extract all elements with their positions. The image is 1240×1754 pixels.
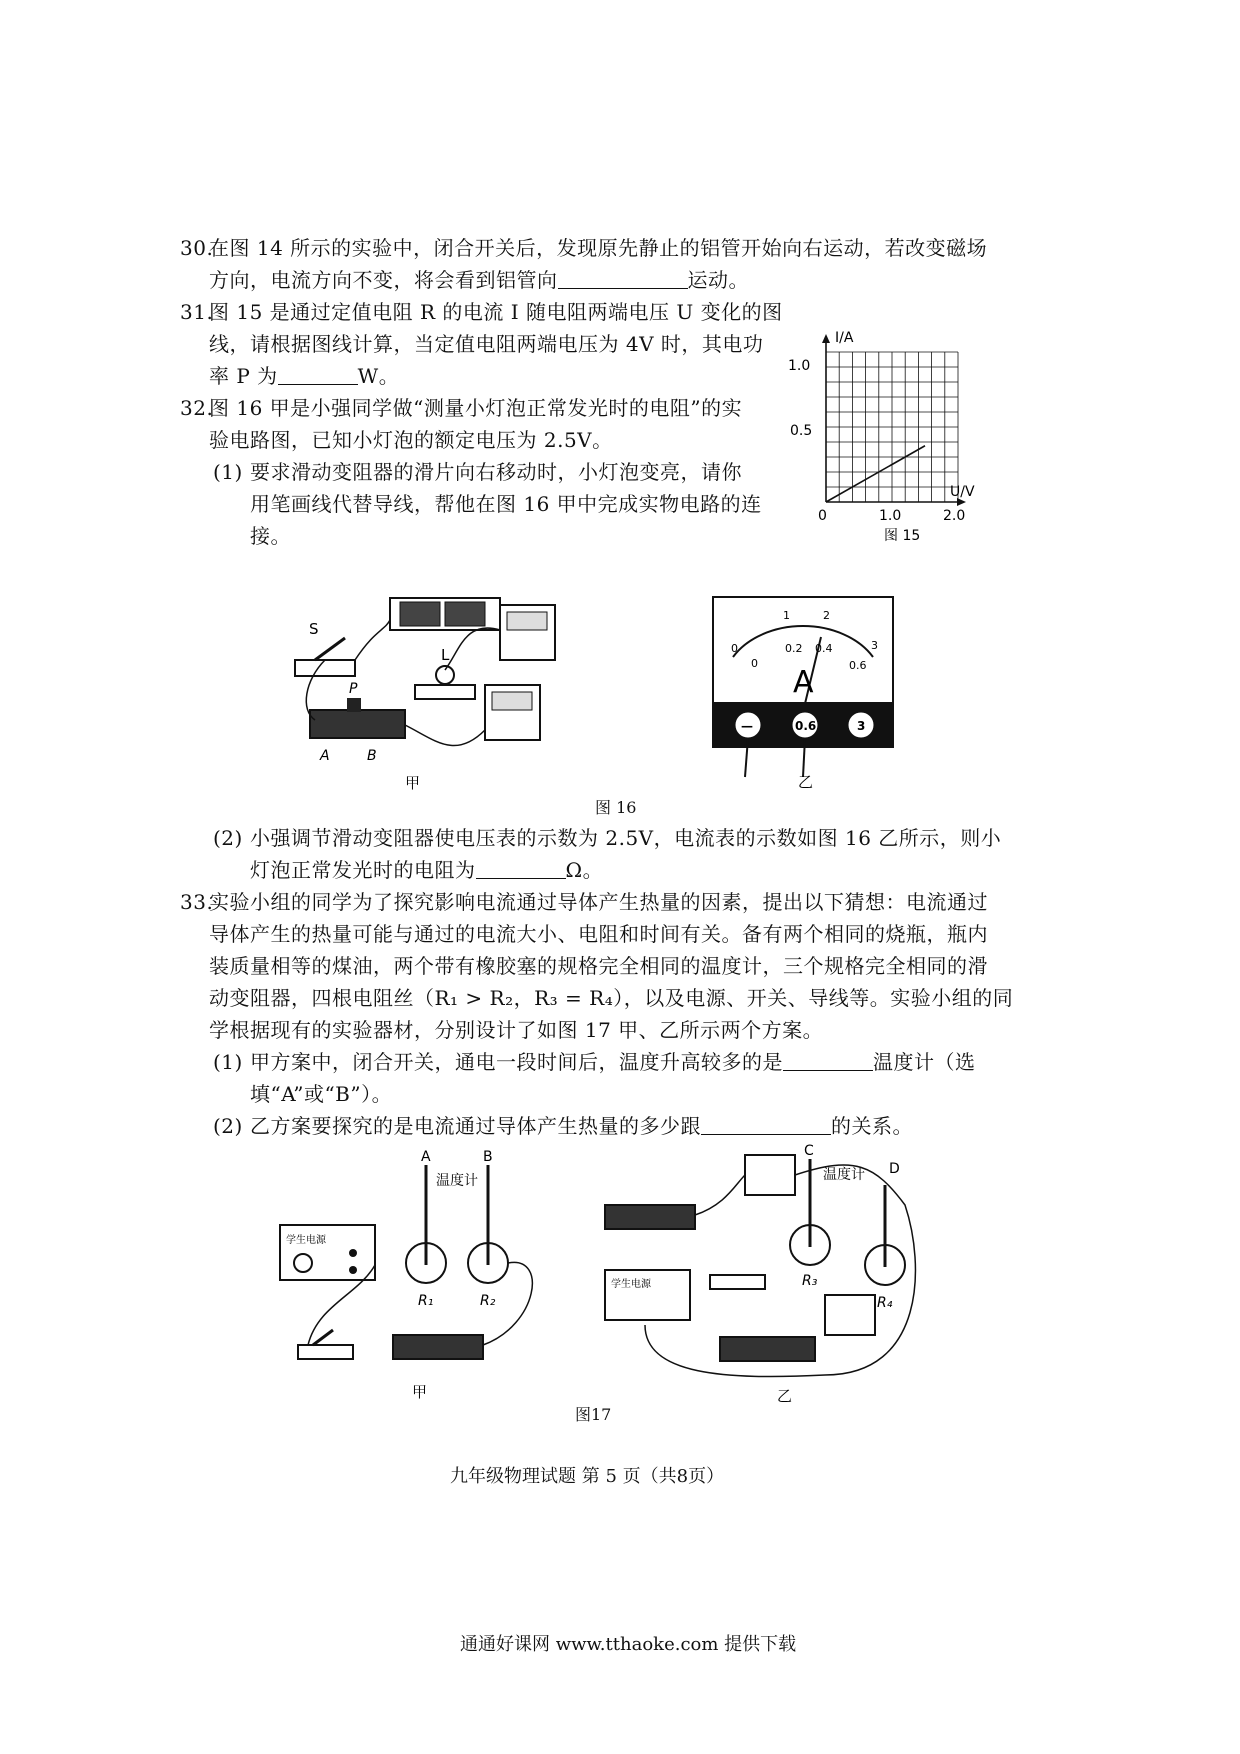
q31-line-3-end: W。 bbox=[357, 364, 400, 388]
slider-label: P bbox=[349, 681, 358, 697]
q32-part2-line-2-end: Ω。 bbox=[565, 858, 604, 882]
thermometer-d-label: D bbox=[889, 1161, 900, 1177]
scale-top-2: 2 bbox=[823, 609, 830, 622]
q33-part1-line-1-end: 温度计（选 bbox=[873, 1050, 976, 1074]
wire bbox=[695, 1175, 745, 1215]
switch-base bbox=[295, 660, 355, 676]
lamp-base bbox=[415, 685, 475, 699]
q32-part1-line-2: 用笔画线代替导线，帮他在图 16 甲中完成实物电路的连 bbox=[250, 492, 762, 516]
lamp-label: L bbox=[441, 646, 450, 664]
rheostat-slider[interactable] bbox=[347, 698, 361, 712]
q33-part2-line-1-end: 的关系。 bbox=[831, 1114, 913, 1138]
power-terminal bbox=[349, 1249, 357, 1257]
chart-grid bbox=[826, 352, 958, 502]
thermometer-label-2: 温度计 bbox=[823, 1167, 865, 1183]
q33-part1-number: (1) bbox=[213, 1050, 243, 1074]
q32-line-1: 图 16 甲是小强同学做“测量小灯泡正常发光时的电阻”的实 bbox=[209, 396, 743, 420]
q32-answer-blank[interactable] bbox=[476, 858, 566, 879]
voltmeter-dial bbox=[492, 692, 532, 710]
figure-16-ammeter bbox=[713, 597, 893, 791]
q31-answer-blank[interactable] bbox=[278, 364, 358, 385]
switch-2[interactable] bbox=[710, 1275, 765, 1289]
q30-line-1: 在图 14 所示的实验中，闭合开关后，发现原先静止的铝管开始向右运动，若改变磁场 bbox=[209, 236, 988, 260]
q32-part1-line-1: 要求滑动变阻器的滑片向右移动时，小灯泡变亮，请你 bbox=[250, 460, 742, 484]
figure-15-chart bbox=[780, 330, 980, 544]
q32-line-2: 验电路图，已知小灯泡的额定电压为 2.5V。 bbox=[209, 428, 613, 452]
thermometer-c-label: C bbox=[804, 1143, 814, 1159]
scale-top-3: 3 bbox=[871, 639, 878, 652]
figure-16-circuit bbox=[295, 590, 615, 790]
q32-number: 32. bbox=[180, 396, 214, 420]
source-footer: 通通好课网 www.tthaoke.com 提供下载 bbox=[460, 1634, 797, 1655]
q32-part2-line-2 bbox=[250, 856, 603, 884]
q33-part2-number: (2) bbox=[213, 1114, 243, 1138]
power-supply-2-label: 学生电源 bbox=[611, 1279, 651, 1290]
q30-answer-blank[interactable] bbox=[558, 268, 688, 289]
q33-line-3: 装质量相等的煤油，两个带有橡胶塞的规格完全相同的温度计，三个规格完全相同的滑 bbox=[209, 954, 988, 978]
q31-line-3 bbox=[209, 362, 399, 390]
rheostat-1 bbox=[605, 1205, 695, 1229]
q30-line-2 bbox=[209, 266, 749, 294]
q32-part2-line-2-text: 灯泡正常发光时的电阻为 bbox=[250, 858, 476, 882]
y-axis-label: I/A bbox=[835, 330, 854, 346]
power-supply-2 bbox=[605, 1270, 690, 1320]
terminal-3-label: 3 bbox=[857, 719, 866, 733]
power-supply bbox=[280, 1225, 375, 1280]
origin-label: 0 bbox=[818, 508, 827, 524]
y-tick-1: 1.0 bbox=[788, 358, 811, 374]
ammeter-unit: A bbox=[793, 665, 814, 700]
switch-lever[interactable] bbox=[315, 638, 345, 660]
thermometer-label: 温度计 bbox=[436, 1173, 478, 1189]
q32-part1-number: (1) bbox=[213, 460, 243, 484]
figure-16-label-jia: 甲 bbox=[405, 774, 421, 792]
figure-17-yi bbox=[605, 1145, 925, 1405]
rheostat-end-b: B bbox=[367, 748, 377, 764]
figure-15-caption: 图 15 bbox=[884, 528, 921, 544]
q32-part2-number: (2) bbox=[213, 826, 243, 850]
q33-part1-line-1-text: 甲方案中，闭合开关，通电一段时间后，温度升高较多的是 bbox=[250, 1050, 783, 1074]
q31-line-1: 图 15 是通过定值电阻 R 的电流 I 随电阻两端电压 U 变化的图 bbox=[209, 300, 783, 324]
power-supply-label: 学生电源 bbox=[286, 1235, 326, 1246]
q33-part2-answer-blank[interactable] bbox=[701, 1114, 831, 1135]
terminal-0.6-label: 0.6 bbox=[795, 719, 817, 733]
ammeter-dial bbox=[507, 612, 547, 630]
series-line-i-u bbox=[826, 446, 925, 502]
q31-number: 31. bbox=[180, 300, 214, 324]
thermometer-b-label: B bbox=[483, 1149, 493, 1165]
scale-bottom-0.4: 0.4 bbox=[815, 642, 833, 655]
ammeter-2 bbox=[825, 1295, 875, 1335]
q33-part2-line-1-text: 乙方案要探究的是电流通过导体产生热量的多少跟 bbox=[250, 1114, 701, 1138]
resistor-r1-label: R₁ bbox=[418, 1293, 434, 1309]
q33-part1-answer-blank[interactable] bbox=[783, 1050, 873, 1071]
q32-part1-line-3: 接。 bbox=[250, 524, 291, 548]
terminal-negative-label: — bbox=[741, 719, 753, 733]
scale-bottom-0.6: 0.6 bbox=[849, 659, 867, 672]
y-axis-arrow bbox=[822, 334, 830, 343]
battery-cell-1 bbox=[400, 602, 440, 626]
scale-bottom-0.2: 0.2 bbox=[785, 642, 803, 655]
wire bbox=[355, 620, 390, 660]
q30-number: 30. bbox=[180, 236, 214, 260]
q33-line-1: 实验小组的同学为了探究影响电流通过导体产生热量的因素，提出以下猜想：电流通过 bbox=[209, 890, 988, 914]
q33-part1-line-1 bbox=[250, 1048, 976, 1076]
scale-top-1: 1 bbox=[783, 609, 790, 622]
rheostat-coil bbox=[310, 710, 405, 738]
lamp-bulb bbox=[436, 666, 454, 684]
scale-bottom-0: 0 bbox=[751, 657, 758, 670]
y-tick-0.5: 0.5 bbox=[790, 423, 813, 439]
q31-line-3-text: 率 P 为 bbox=[209, 364, 278, 388]
q33-part2-line-1 bbox=[250, 1112, 913, 1140]
page-footer: 九年级物理试题 第 5 页（共8页） bbox=[450, 1466, 725, 1487]
scale-top-0: 0 bbox=[731, 642, 738, 655]
switch-lever[interactable] bbox=[313, 1330, 333, 1345]
battery-cell-2 bbox=[445, 602, 485, 626]
figure-17-label-jia: 甲 bbox=[412, 1383, 428, 1401]
rheostat-2 bbox=[720, 1337, 815, 1361]
x-tick-2: 2.0 bbox=[943, 508, 966, 524]
q31-line-2: 线，请根据图线计算，当定值电阻两端电压为 4V 时，其电功 bbox=[209, 332, 764, 356]
q33-part1-line-2: 填“A”或“B”）。 bbox=[250, 1082, 393, 1106]
q33-line-5: 学根据现有的实验器材，分别设计了如图 17 甲、乙所示两个方案。 bbox=[209, 1018, 824, 1042]
resistor-r2-label: R₂ bbox=[480, 1293, 496, 1309]
rheostat-end-a: A bbox=[320, 748, 330, 764]
figure-17-caption: 图17 bbox=[575, 1405, 612, 1424]
q30-line-2-text: 方向，电流方向不变，将会看到铝管向 bbox=[209, 268, 558, 292]
rheostat bbox=[393, 1335, 483, 1359]
figure-17-jia bbox=[278, 1149, 578, 1405]
x-axis-label: U/V bbox=[950, 484, 975, 500]
q30-line-2-end: 运动。 bbox=[687, 268, 749, 292]
q33-line-4: 动变阻器，四根电阻丝（R₁ > R₂，R₃ = R₄），以及电源、开关、导线等。实验小组的同 bbox=[209, 986, 1014, 1010]
wire bbox=[445, 628, 500, 670]
thermometer-a-label: A bbox=[421, 1149, 431, 1165]
x-tick-1: 1.0 bbox=[879, 508, 902, 524]
figure-16-caption: 图 16 bbox=[595, 798, 637, 817]
switch[interactable] bbox=[298, 1345, 353, 1359]
resistor-r3-label: R₃ bbox=[802, 1273, 818, 1289]
q33-line-2: 导体产生的热量可能与通过的电流大小、电阻和时间有关。备有两个相同的烧瓶，瓶内 bbox=[209, 922, 988, 946]
wire bbox=[405, 725, 485, 746]
q32-part2-line-1: 小强调节滑动变阻器使电压表的示数为 2.5V，电流表的示数如图 16 乙所示，则小 bbox=[250, 826, 1002, 850]
ammeter-1 bbox=[745, 1155, 795, 1195]
figure-17-label-yi: 乙 bbox=[777, 1387, 793, 1405]
figure-16-label-yi: 乙 bbox=[798, 773, 814, 791]
power-terminal bbox=[349, 1266, 357, 1274]
resistor-r4-label: R₄ bbox=[877, 1295, 893, 1311]
switch-label: S bbox=[309, 620, 319, 638]
q33-number: 33. bbox=[180, 890, 214, 914]
